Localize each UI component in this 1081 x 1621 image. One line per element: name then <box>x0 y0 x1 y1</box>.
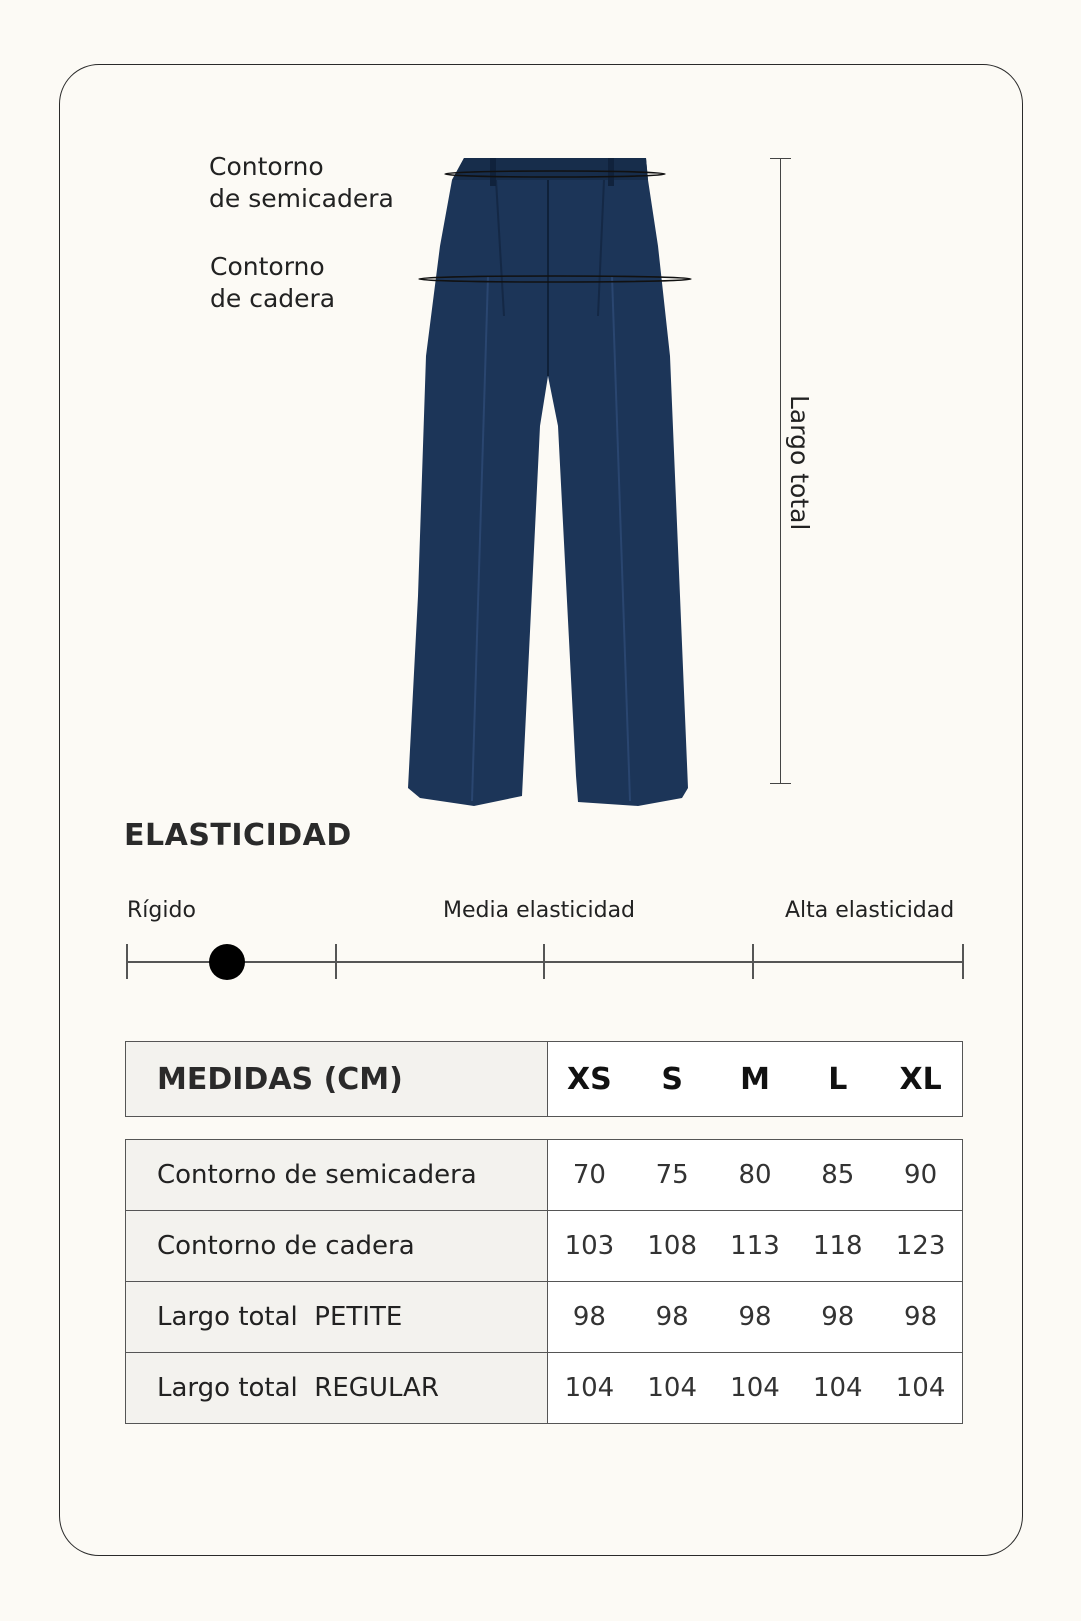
size-columns <box>548 1042 963 1117</box>
elasticity-tick <box>543 944 545 979</box>
table-cell: 85 <box>821 1160 855 1190</box>
table-header-label: MEDIDAS (CM) <box>126 1042 548 1117</box>
size-table-body <box>125 1139 963 1424</box>
label-cadera <box>210 251 335 315</box>
table-cell: 123 <box>895 1231 946 1261</box>
length-line <box>780 158 781 784</box>
size-header: L <box>828 1061 848 1097</box>
label-largo-total: Largo total <box>785 395 814 531</box>
row-label: Largo total PETITE <box>126 1282 548 1353</box>
row-values <box>548 1282 963 1353</box>
pants-illustration <box>408 156 698 821</box>
table-row <box>126 1353 963 1424</box>
size-header: XS <box>567 1061 612 1097</box>
table-cell: 98 <box>738 1302 772 1332</box>
elasticity-label-mid: Media elasticidad <box>443 898 636 923</box>
row-values <box>548 1211 963 1282</box>
table-cell: 98 <box>572 1302 606 1332</box>
elasticity-tick <box>962 944 964 979</box>
size-header: M <box>740 1061 770 1097</box>
table-cell: 98 <box>655 1302 689 1332</box>
row-label: Contorno de cadera <box>126 1211 548 1282</box>
table-cell: 104 <box>895 1373 946 1403</box>
table-cell: 104 <box>730 1373 780 1403</box>
table-cell: 98 <box>821 1302 855 1332</box>
elasticity-indicator <box>209 944 245 980</box>
label-cadera-line2: de cadera <box>210 284 336 313</box>
table-cell: 70 <box>572 1160 606 1190</box>
table-cell: 98 <box>904 1302 938 1332</box>
elasticity-tick <box>335 944 337 979</box>
label-semicadera-line1: Contorno <box>209 152 324 181</box>
table-cell: 104 <box>564 1373 615 1403</box>
sizes-row <box>548 1042 962 1116</box>
elasticity-tick <box>752 944 754 979</box>
size-header: XL <box>899 1061 942 1097</box>
label-semicadera <box>209 151 394 215</box>
elasticity-tick <box>126 944 128 979</box>
label-cadera-line1: Contorno <box>210 252 325 281</box>
table-row <box>126 1211 963 1282</box>
table-cell: 103 <box>564 1231 615 1261</box>
table-cell: 104 <box>812 1373 863 1403</box>
label-semicadera-line2: de semicadera <box>209 184 394 213</box>
table-cell: 118 <box>812 1231 863 1261</box>
table-cell: 104 <box>647 1373 698 1403</box>
table-cell: 113 <box>730 1231 780 1261</box>
row-values <box>548 1140 963 1211</box>
row-label: Largo total REGULAR <box>126 1353 548 1424</box>
table-cell: 90 <box>904 1160 938 1190</box>
elasticity-label-low: Rígido <box>127 898 196 923</box>
size-table-header <box>125 1041 963 1117</box>
elasticity-label-high: Alta elasticidad <box>785 898 955 923</box>
table-cell: 75 <box>655 1160 689 1190</box>
row-label: Contorno de semicadera <box>126 1140 548 1211</box>
elasticity-scale <box>126 961 964 963</box>
table-cell: 108 <box>647 1231 698 1261</box>
table-row <box>126 1282 963 1353</box>
length-cap-bottom <box>770 783 791 784</box>
size-header: S <box>661 1061 683 1097</box>
elasticity-title: ELASTICIDAD <box>124 818 352 853</box>
table-row <box>126 1140 963 1211</box>
row-values <box>548 1353 963 1424</box>
table-cell: 80 <box>738 1160 772 1190</box>
